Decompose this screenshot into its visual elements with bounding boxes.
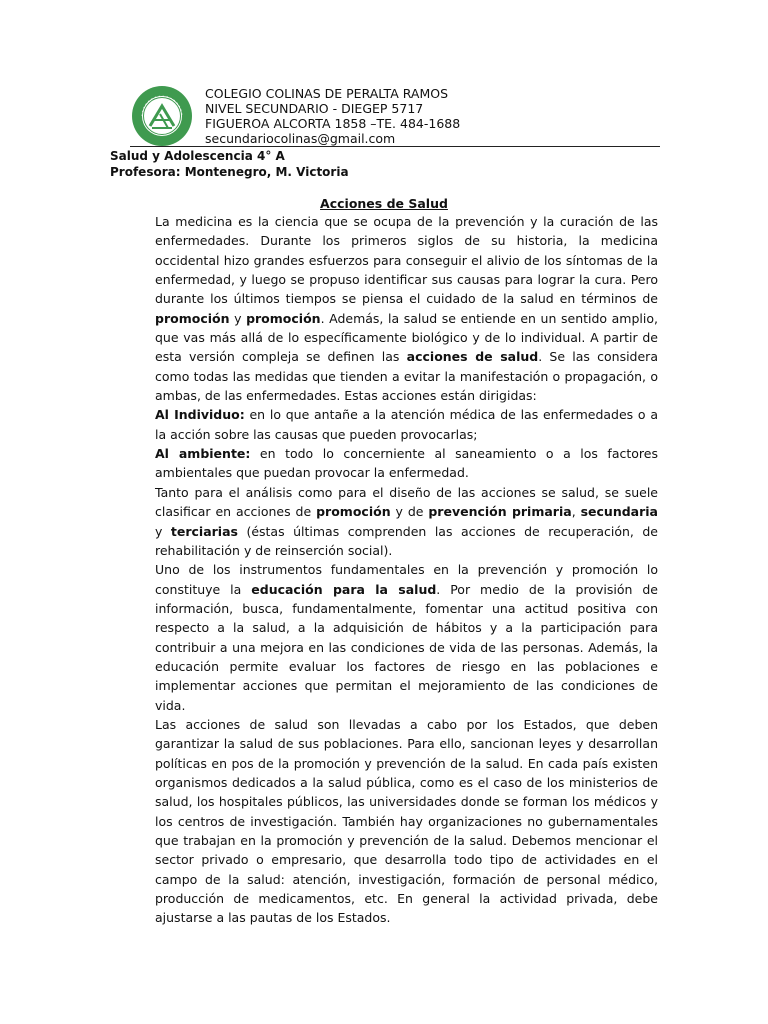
- teacher-name: Profesora: Montenegro, M. Victoria: [110, 165, 349, 179]
- paragraph-intro: La medicina es la ciencia que se ocupa de la prevención y la curación de las enfermedades. Durante los primeros siglos de su historia, la medicina occidental hizo grandes esfuerzos para conseguir el alivio de los síntomas de la enfermedad, y luego se propuso identificar sus causas para lograr la cura. Pero durante los últimos tiempos se piensa el cuidado de la salud en términos de promoción y promoción. Además, la salud se entiende en un sentido amplio, que vas más allá de lo específicamente biológico y de lo individual. A partir de esta versión compleja se definen las acciones de salud. Se las considera como todas las medidas que tienden a evitar la manifestación o propagación, o ambas, de las enfermedades. Estas acciones están dirigidas:: [155, 214, 658, 404]
- document-body: [155, 212, 658, 928]
- school-logo-icon: [130, 84, 194, 148]
- paragraph-educacion: Uno de los instrumentos fundamentales en la prevención y promoción lo constituye la educación para la salud. Por medio de la provisión de información, busca, fundamentalmente, fomentar una actitud positiva con respecto a la salud, a la adquisición de hábitos y a la participación para contribuir a una mejora en las condiciones de vida de las personas. Además, la educación permite evaluar los factores de riesgo en las poblaciones e implementar acciones que permitan el mejoramiento de las condiciones de vida.: [155, 562, 658, 713]
- paragraph-individuo: Al Individuo: en lo que antañe a la atención médica de las enfermedades o a la acción sobre las causas que pueden provocarlas;: [155, 407, 658, 442]
- school-email: secundariocolinas@gmail.com: [205, 131, 396, 146]
- school-info: [205, 86, 460, 146]
- school-address: FIGUEROA ALCORTA 1858 –TE. 484-1688: [205, 116, 461, 131]
- school-level: NIVEL SECUNDARIO - DIEGEP 5717: [205, 101, 424, 116]
- paragraph-estados: Las acciones de salud son llevadas a cabo por los Estados, que deben garantizar la salud de sus poblaciones. Para ello, sancionan leyes y desarrollan políticas en pos de la promoción y prevención de la salud. En cada país existen organismos dedicados a la salud pública, como es el caso de los ministerios de salud, los hospitales públicos, las universidades donde se forman los médicos y los centros de investigación. También hay organizaciones no gubernamentales que trabajan en la promoción y prevención de la salud. Debemos mencionar el sector privado o empresario, que desarrolla todo tipo de actividades en el campo de la salud: atención, investigación, formación de personal médico, producción de medicamentos, etc. En general la actividad privada, debe ajustarse a las pautas de los Estados.: [155, 716, 658, 926]
- letterhead: [130, 84, 660, 147]
- course-info: [110, 148, 349, 180]
- document-title: Acciones de Salud: [320, 196, 448, 211]
- paragraph-ambiente: Al ambiente: en todo lo concerniente al saneamiento o a los factores ambientales que puedan provocar la enfermedad.: [155, 446, 658, 481]
- paragraph-clasificacion: Tanto para el análisis como para el diseño de las acciones se salud, se suele clasificar en acciones de promoción y de prevención primaria, secundaria y terciarias (éstas últimas comprenden las acciones de recuperación, de rehabilitación y de reinserción social).: [155, 484, 658, 558]
- school-name: COLEGIO COLINAS DE PERALTA RAMOS: [205, 86, 449, 101]
- subject-name: Salud y Adolescencia 4° A: [110, 149, 285, 163]
